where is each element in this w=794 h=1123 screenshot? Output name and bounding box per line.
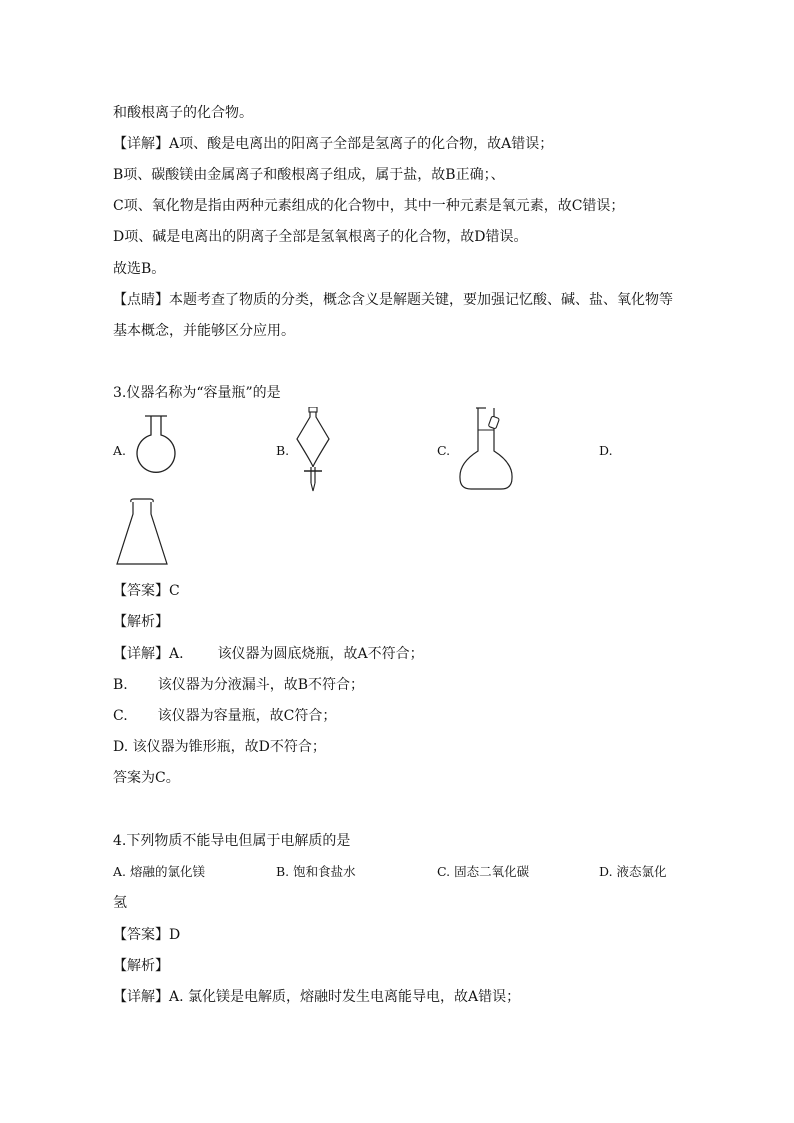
answer-value: D [169, 927, 181, 943]
q3-option-d-label: D. [599, 443, 613, 458]
q4-option-a: A. 熔融的氯化镁 [113, 864, 205, 879]
detail-c-text: 该仪器为容量瓶，故C符合； [157, 708, 337, 724]
comment-text: 本题考查了物质的分类，概念含义是解题关键，要加强记忆酸、碱、盐、氧化物等 [169, 292, 673, 308]
q2-detail-d: D项、碱是电离出的阴离子全部是氢氧根离子的化合物，故D错误。 [113, 229, 528, 245]
q3-option-c-label: C. [437, 443, 451, 458]
detail-label: 【详解】 [113, 646, 169, 662]
q2-comment-line2: 基本概念，并能够区分应用。 [113, 323, 295, 339]
comment-label: 【点睛】 [113, 292, 169, 308]
round-bottom-flask-icon [133, 413, 179, 475]
detail-a-prefix: A. [169, 646, 184, 662]
q2-detail-b: B项、碳酸镁由金属离子和酸根离子组成，属于盐，故B正确；、 [113, 167, 505, 183]
q4-analysis-label: 【解析】 [113, 958, 169, 974]
q2-detail-c: C项、氧化物是指由两种元素组成的化合物中，其中一种元素是氧元素，故C错误； [113, 198, 625, 214]
q3-option-b-label: B. [276, 443, 290, 458]
q4-option-b: B. 饱和食盐水 [276, 864, 356, 879]
detail-text: A项、酸是电离出的阳离子全部是氢离子的化合物，故A错误； [169, 136, 554, 152]
detail-a-text: A. 氯化镁是电解质，熔融时发生电离能导电，故A错误； [169, 989, 521, 1005]
q2-choice: 故选B。 [113, 261, 166, 277]
q3-detail-a [113, 645, 424, 663]
detail-b-prefix: B. [113, 677, 128, 693]
q3-conclusion: 答案为C。 [113, 770, 180, 786]
answer-value: C [169, 583, 180, 599]
answer-label: 【答案】 [113, 927, 169, 943]
q4-stem: 4.下列物质不能导电但属于电解质的是 [113, 833, 351, 849]
q3-option-a-label: A. [113, 443, 127, 458]
detail-c-prefix: C. [113, 708, 128, 724]
q3-detail-d: D. 该仪器为锥形瓶，故D不符合； [113, 739, 326, 755]
continuation-line: 和酸根离子的化合物。 [113, 105, 253, 121]
q2-detail-a [113, 135, 553, 153]
q4-detail-a [113, 988, 520, 1006]
q3-stem: 3.仪器名称为“容量瓶”的是 [113, 385, 281, 401]
q4-option-c: C. 固态二氧化碳 [437, 864, 530, 879]
volumetric-flask-icon [456, 405, 518, 491]
q4-option-d-wrap: 氢 [113, 895, 127, 911]
answer-label: 【答案】 [113, 583, 169, 599]
separatory-funnel-icon [294, 407, 334, 493]
q4-answer [113, 926, 180, 944]
detail-label: 【详解】 [113, 136, 169, 152]
conical-flask-icon [114, 498, 170, 568]
detail-label: 【详解】 [113, 989, 169, 1005]
q3-detail-b [113, 676, 364, 694]
q3-detail-c [113, 707, 336, 725]
q2-comment-line1 [113, 291, 673, 309]
detail-b-text: 该仪器为分液漏斗，故B不符合； [157, 677, 365, 693]
q3-answer [113, 582, 180, 600]
q4-option-d: D. 液态氯化 [599, 864, 667, 879]
q3-analysis-label: 【解析】 [113, 614, 169, 630]
detail-a-text: 该仪器为圆底烧瓶，故A不符合； [217, 646, 424, 662]
